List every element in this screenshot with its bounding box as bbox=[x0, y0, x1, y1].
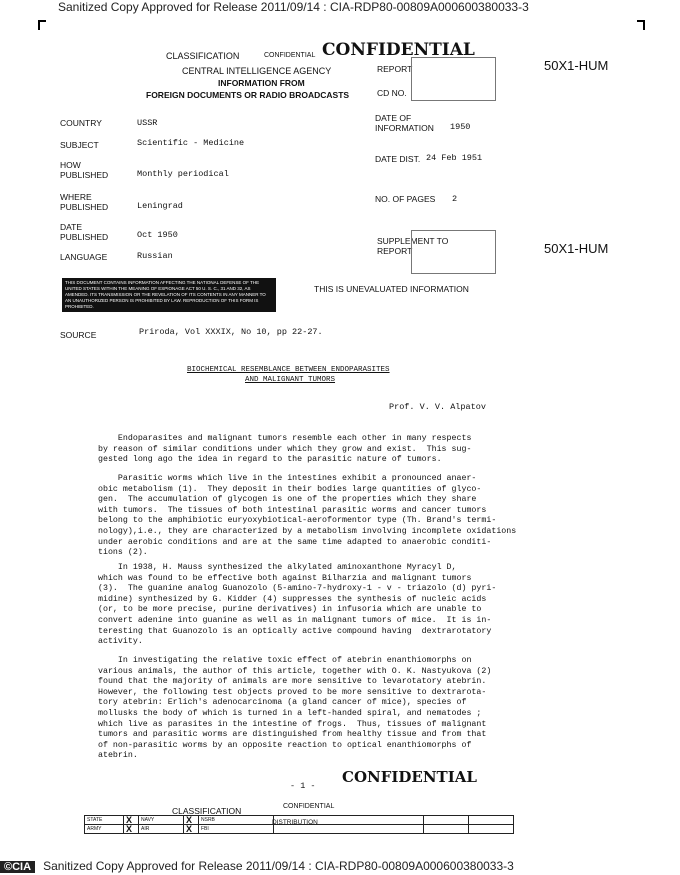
language-label: LANGUAGE bbox=[60, 252, 108, 262]
unevaluated-notice: THIS IS UNEVALUATED INFORMATION bbox=[314, 284, 469, 294]
paragraph-1: Endoparasites and malignant tumors resemble each other in many respects by reason of similar conditions under which they grow and exist. This sug- gested long ago the idea in regard to the parasitic nature of tumors. bbox=[98, 434, 472, 465]
date-dist-label: DATE DIST. bbox=[375, 154, 421, 164]
dist-mark: X bbox=[124, 825, 139, 834]
confidential-stamp-bottom: CONFIDENTIAL bbox=[342, 768, 477, 786]
where-published-value: Leningrad bbox=[137, 201, 183, 211]
cia-badge: ©CIA bbox=[0, 861, 35, 873]
release-footer-text: Sanitized Copy Approved for Release 2011/09/14 : CIA-RDP80-00809A000600380033-3 bbox=[43, 859, 514, 873]
article-title-line1: BIOCHEMICAL RESEMBLANCE BETWEEN ENDOPARASITES bbox=[187, 366, 390, 374]
dist-cell bbox=[469, 816, 514, 825]
redaction-box-mid bbox=[411, 230, 496, 274]
dist-mark: X bbox=[184, 825, 199, 834]
page-number: - 1 - bbox=[290, 781, 316, 791]
agency-name: CENTRAL INTELLIGENCE AGENCY bbox=[182, 66, 332, 76]
supplement-label: SUPPLEMENT TO REPORT bbox=[377, 236, 449, 256]
pages-value: 2 bbox=[452, 194, 458, 204]
distribution-row bbox=[85, 816, 514, 825]
bottom-classification-value: CONFIDENTIAL bbox=[283, 803, 335, 810]
country-value: USSR bbox=[137, 118, 158, 128]
cd-no-label: CD NO. bbox=[377, 88, 407, 98]
release-header: Sanitized Copy Approved for Release 2011/09/14 : CIA-RDP80-00809A000600380033-3 bbox=[58, 0, 529, 14]
paragraph-2: Parasitic worms which live in the intestines exhibit a pronounced anaer- obic metabolism (1). They deposit in their bodies large quantities of glyco- gen. The accumulation of glycogen is one of the properties which they share with tumors. The tissues of both intestinal parasitic worms and cancer tumors belong to the amphibiotic euryoxybiotical-aeroformentor type (Th. Brand's termi- nology),i.e., they are characterized by a metabolism involving incomplete oxidations under aerobic conditions and are at the same time adapted to anaerobic conditi- tions (2). bbox=[98, 474, 517, 558]
dist-cell bbox=[469, 825, 514, 834]
distribution-label: DISTRIBUTION bbox=[272, 819, 318, 826]
how-published-value: Monthly periodical bbox=[137, 169, 229, 179]
info-from: INFORMATION FROM bbox=[218, 78, 305, 88]
dist-cell bbox=[274, 816, 424, 825]
distribution-table bbox=[84, 815, 514, 834]
confidential-stamp-top: CONFIDENTIAL bbox=[322, 40, 475, 60]
dist-mark: X bbox=[124, 816, 139, 825]
dist-cell: NAVY bbox=[139, 816, 184, 825]
dist-cell: STATE bbox=[85, 816, 124, 825]
redaction-box-top bbox=[411, 57, 496, 101]
where-published-label: WHERE PUBLISHED bbox=[60, 192, 109, 212]
espionage-notice: THIS DOCUMENT CONTAINS INFORMATION AFFECTING THE NATIONAL DEFENSE OF THE UNITED STATES WITHIN THE MEANING OF ESPIONAGE ACT 50 U. S. C., 31 AND 32, AS AMENDED. ITS TRANSMISSION OR THE REVELATION OF ITS CONTENTS IN ANY MANNER TO AN UNAUTHORIZED PERSON IS PROHIBITED BY LAW. REPRODUCTION OF THIS FORM IS PROHIBITED. bbox=[62, 278, 276, 312]
paragraph-3: In 1938, H. Mauss synthesized the alkylated aminoxanthone Myracyl D, which was found to be effective both against Bilharzia and malignant tumors (3). The guanine analog Guanozolo (5-amino-7-hydroxy-1 - v - triazolo (d) pyri- midine) synthesized by G. Kidder (4) suppresses the synthesis of nucleic acids (or, to be more precise, purine derivatives) in infusoria which are unable to convert adenine into guanine as well as in malignant tumors of mice. It is in- teresting that Guanozolo is an optically active compound having dextrarotatory activity. bbox=[98, 563, 497, 647]
article-author: Prof. V. V. Alpatov bbox=[389, 402, 486, 412]
date-published-label: DATE PUBLISHED bbox=[60, 222, 109, 242]
date-info-label: DATE OF INFORMATION bbox=[375, 113, 434, 133]
dist-cell: AIR bbox=[139, 825, 184, 834]
date-published-value: Oct 1950 bbox=[137, 230, 178, 240]
report-label: REPORT bbox=[377, 64, 413, 74]
classification-label: CLASSIFICATION bbox=[166, 51, 240, 61]
distribution-row bbox=[85, 825, 514, 834]
pages-label: NO. OF PAGES bbox=[375, 194, 436, 204]
source-value: Priroda, Vol XXXIX, No 10, pp 22-27. bbox=[139, 327, 323, 337]
corner-mark-right bbox=[637, 20, 645, 30]
corner-mark-left bbox=[38, 20, 46, 30]
dist-cell: NSRB bbox=[199, 816, 274, 825]
dist-cell bbox=[274, 825, 424, 834]
subject-label: SUBJECT bbox=[60, 140, 99, 150]
side-code-top: 50X1-HUM bbox=[544, 58, 609, 73]
dist-cell bbox=[424, 816, 469, 825]
paragraph-4: In investigating the relative toxic effect of atebrin enanthiomorphs on various animals, the author of this article, together with O. K. Nastyukova (2) found that the majority of animals are more sensitive to levarotatory atebrin. However, the following test objects proved to be more sensitive to dextrarota- tory atebrin: Erlich's adenocarcinoma (a gland cancer of mice), species of mollusks the body of which is turned in a left-handed spiral, and nematodes ; which live as parasites in the intestine of frogs. Thus, tissues of malignant tumors and parasitic worms are distinguished from healthy tissue and from that of non-parasitic worms by an opposite reaction to optical enanthiomorphs of atebrin. bbox=[98, 656, 492, 761]
date-dist-value: 24 Feb 1951 bbox=[426, 153, 483, 163]
bottom-classification-label: CLASSIFICATION bbox=[172, 806, 242, 816]
country-label: COUNTRY bbox=[60, 118, 102, 128]
source-label: SOURCE bbox=[60, 330, 97, 340]
foreign-docs: FOREIGN DOCUMENTS OR RADIO BROADCASTS bbox=[146, 90, 350, 100]
how-published-label: HOW PUBLISHED bbox=[60, 160, 109, 180]
language-value: Russian bbox=[137, 251, 173, 261]
subject-value: Scientific - Medicine bbox=[137, 138, 245, 148]
classification-value: CONFIDENTIAL bbox=[264, 52, 316, 59]
article-title-line2: AND MALIGNANT TUMORS bbox=[245, 376, 336, 384]
dist-cell: FBI bbox=[199, 825, 274, 834]
dist-mark: X bbox=[184, 816, 199, 825]
dist-cell: ARMY bbox=[85, 825, 124, 834]
side-code-mid: 50X1-HUM bbox=[544, 241, 609, 256]
release-footer bbox=[0, 858, 680, 874]
dist-cell bbox=[424, 825, 469, 834]
date-info-value: 1950 bbox=[450, 122, 471, 132]
